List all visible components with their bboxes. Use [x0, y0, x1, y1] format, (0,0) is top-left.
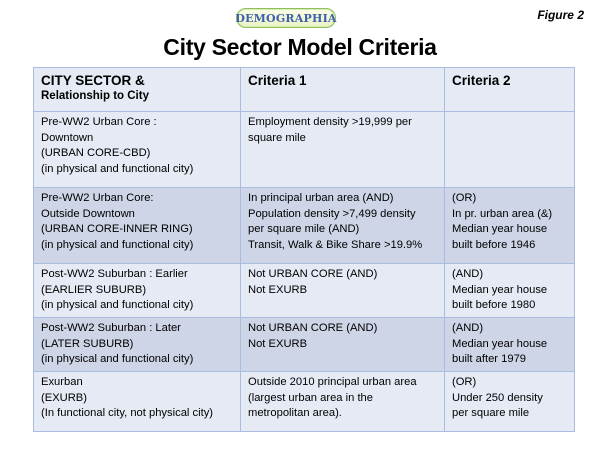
cell-criteria-2: [445, 188, 575, 264]
cell-criteria-2-line: (AND): [452, 268, 484, 280]
cell-criteria-1-line: Not EXURB: [248, 283, 308, 296]
cell-city-sector-line: (URBAN CORE-CBD): [41, 147, 151, 159]
cell-city-sector-line: (EARLIER SUBURB): [41, 283, 147, 296]
cell-criteria-1: [241, 112, 445, 188]
table-row: [34, 264, 575, 318]
cell-city-sector-line: Exurban: [41, 376, 83, 388]
cell-city-sector: [34, 318, 241, 372]
cell-city-sector: [34, 112, 241, 188]
cell-criteria-2-line: Under 250 density: [452, 391, 543, 404]
cell-criteria-2-line: Median year house: [452, 223, 548, 235]
cell-criteria-1: [241, 188, 445, 264]
cell-criteria-2-line: Median year house: [452, 283, 548, 296]
cell-criteria-1-line: Outside 2010 principal urban area: [248, 376, 417, 388]
cell-city-sector-line: (in physical and functional city): [41, 299, 194, 311]
cell-criteria-1-line: Not EXURB: [248, 337, 308, 350]
table-row: [34, 318, 575, 372]
header-city-sector-sub: Relationship to City: [41, 90, 149, 102]
cell-criteria-1-line: Not URBAN CORE (AND): [248, 268, 378, 280]
cell-city-sector-line: Pre-WW2 Urban Core :: [41, 116, 157, 128]
criteria-table: [33, 67, 575, 432]
cell-city-sector-line: Post-WW2 Suburban : Earlier: [41, 268, 188, 280]
cell-city-sector-line: (in physical and functional city): [41, 238, 194, 251]
cell-city-sector: [34, 188, 241, 264]
cell-city-sector-line: Outside Downtown: [41, 207, 135, 220]
demographia-logo: [236, 8, 336, 28]
cell-city-sector-line: (URBAN CORE-INNER RING): [41, 223, 193, 235]
cell-criteria-2: [445, 318, 575, 372]
cell-city-sector: [34, 264, 241, 318]
cell-criteria-1-line: In principal urban area (AND): [248, 192, 394, 204]
cell-criteria-1: [241, 372, 445, 432]
cell-city-sector-line: (in physical and functional city): [41, 162, 194, 175]
header-criteria-1: [241, 68, 445, 112]
cell-criteria-2: [445, 112, 575, 188]
cell-criteria-2-line: In pr. urban area (&): [452, 207, 553, 220]
cell-city-sector-line: (LATER SUBURB): [41, 337, 134, 350]
cell-criteria-1-line: (largest urban area in the: [248, 391, 374, 404]
table-row: [34, 372, 575, 432]
page-title: City Sector Model Criteria: [163, 34, 437, 60]
cell-criteria-2-line: built after 1979: [452, 353, 527, 365]
cell-criteria-2: [445, 264, 575, 318]
cell-city-sector-line: (In functional city, not physical city): [41, 407, 214, 419]
cell-criteria-1-line: metropolitan area).: [248, 407, 342, 419]
header-city-sector: [34, 68, 241, 112]
table-header-row: [34, 68, 575, 112]
cell-criteria-1: [241, 318, 445, 372]
cell-criteria-1-line: Population density >7,499 density: [248, 207, 416, 220]
cell-city-sector-line: Post-WW2 Suburban : Later: [41, 322, 181, 334]
cell-criteria-2: [445, 372, 575, 432]
cell-city-sector: [34, 372, 241, 432]
cell-criteria-2-line: (OR): [452, 376, 477, 388]
header-criteria-1-label: Criteria 1: [248, 73, 307, 88]
cell-criteria-2-line: built before 1980: [452, 299, 536, 311]
cell-city-sector-line: (EXURB): [41, 391, 87, 404]
cell-criteria-2-line: (OR): [452, 192, 477, 204]
cell-criteria-1-line: per square mile (AND): [248, 223, 360, 235]
cell-criteria-1-line: Transit, Walk & Bike Share >19.9%: [248, 238, 423, 251]
cell-criteria-2-line: per square mile: [452, 407, 530, 419]
cell-criteria-2-line: (AND): [452, 322, 484, 334]
cell-criteria-1-line: Not URBAN CORE (AND): [248, 322, 378, 334]
cell-city-sector-line: Downtown: [41, 131, 94, 144]
table-row: [34, 188, 575, 264]
cell-city-sector-line: (in physical and functional city): [41, 353, 194, 365]
cell-criteria-1: [241, 264, 445, 318]
cell-criteria-2-line: Median year house: [452, 337, 548, 350]
figure-label: Figure 2: [537, 8, 584, 22]
cell-city-sector-line: Pre-WW2 Urban Core:: [41, 192, 154, 204]
cell-criteria-1-line: Employment density >19,999 per: [248, 116, 412, 128]
header-criteria-2-label: Criteria 2: [452, 73, 511, 88]
cell-criteria-2-line: built before 1946: [452, 238, 536, 251]
cell-criteria-1-line: square mile: [248, 131, 306, 144]
header-city-sector-main: CITY SECTOR &: [41, 73, 145, 88]
logo-text: DEMOGRAPHIA: [235, 11, 337, 25]
table-row: [34, 112, 575, 188]
header-criteria-2: [445, 68, 575, 112]
